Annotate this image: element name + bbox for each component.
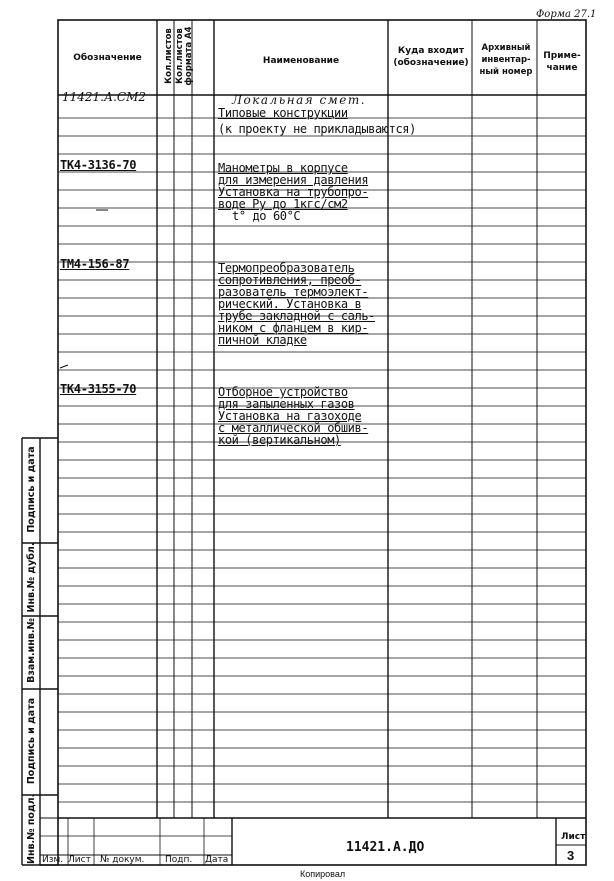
row-name-line: разователь термоэлект-	[218, 285, 369, 299]
stamp-col-date: Дата	[205, 855, 229, 865]
row-name-line: трубе закладной с саль-	[218, 309, 375, 323]
header-designation: Обозначение	[73, 53, 142, 63]
stamp-col-change: Изм.	[42, 855, 64, 865]
footer-copied-label: Копировал	[300, 869, 346, 879]
row-name-line: Установка на трубопро-	[218, 185, 369, 199]
row-designation: ТМ4-156-87	[60, 257, 130, 271]
row-name-line: пичной кладке	[218, 333, 307, 347]
header-used-in: Куда входит (обозначение)	[393, 46, 469, 68]
row-name-line: для запыленных газов	[218, 397, 355, 411]
row-designation: 11421.А.СМ2	[62, 90, 146, 104]
side-label-signature-date: Подпись и дата	[26, 446, 37, 533]
stamp-col-sheet: Лист	[68, 855, 91, 865]
row-name-line: сопротивления, преоб-	[218, 273, 362, 287]
side-label-replacement-number: Взам.инв.№	[26, 618, 37, 683]
form-label: Форма 27.1	[536, 9, 597, 20]
side-label-duplicate-number: Инв.№ дубл.	[26, 542, 37, 613]
row-name-line: кой (вертикальном)	[218, 433, 341, 447]
row-name-line: Установка на газоходе	[218, 409, 362, 423]
stamp-col-signature: Подп.	[165, 855, 193, 865]
row-name-line: Локальная смет.	[232, 93, 367, 107]
header-name: Наименование	[262, 56, 340, 66]
row-designation: ТК4-3136-70	[60, 158, 137, 172]
row-name-line: для измерения давления	[218, 173, 369, 187]
stamp-document-code: 11421.А.ДО	[346, 840, 425, 855]
header-archive-number: Архивный инвентар-ный номер	[479, 43, 533, 77]
row-name-line: Типовые конструкции	[218, 106, 348, 120]
row-designation: ТК4-3155-70	[60, 382, 137, 396]
stamp-sheet-label: Лист	[561, 832, 586, 842]
row-name-line: воде Ру до 1кгс/см2	[218, 197, 348, 211]
header-sheet-count: Кол.листов	[164, 28, 174, 84]
row-name-line: с металлической обшив-	[218, 421, 369, 435]
header-note: Приме-чание	[543, 51, 581, 73]
header-sheet-count-a4: Кол.листов формата А4	[175, 26, 194, 86]
row-name-line: Отборное устройство	[218, 385, 348, 399]
row-name-line: t° до 60°C	[232, 209, 301, 223]
side-label-original-number: Инв.№ подл.	[26, 793, 37, 864]
row-name-line: рический. Установка в	[218, 297, 362, 311]
side-label-signature-date: Подпись и дата	[26, 697, 37, 785]
row-name-line: (к проекту не прикладываются)	[218, 122, 416, 136]
stamp-col-doc-number: № докум.	[100, 855, 145, 865]
stamp-sheet-number: 3	[567, 848, 575, 863]
row-name-line: Термопреобразователь	[218, 261, 355, 275]
row-name-line: ником с фланцем в кир-	[218, 321, 369, 335]
row-name-line: Манометры в корпусе	[218, 161, 348, 175]
